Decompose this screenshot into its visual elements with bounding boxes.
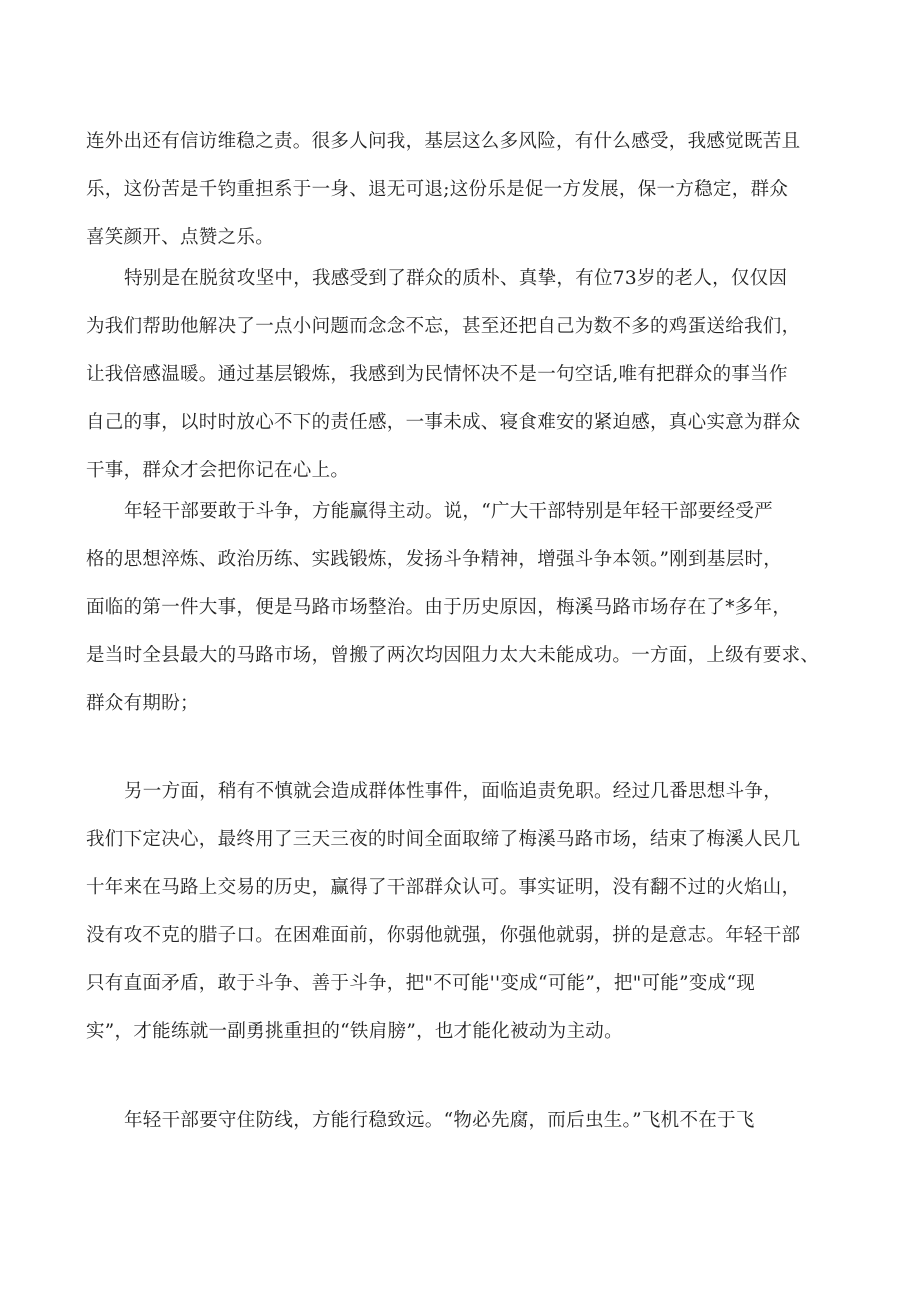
text-line: 年轻干部要守住防线，方能行稳致远。“物必先腐，而后虫生。”飞机不在于飞 [124, 1110, 755, 1131]
text-line: 乐，这份苦是千钧重担系于一身、退无可退;这份乐是促一方发展，保一方稳定，群众 [86, 179, 789, 200]
paragraph-2 [86, 255, 800, 495]
text-line: 实”，才能练就一副勇挑重担的“铁肩膀”，也才能化被动为主动。 [86, 1021, 623, 1042]
text-line: 是当时全县最大的马路市场，曾搬了两次均因阻力太大未能成功。一方面，上级有要求、 [86, 645, 820, 666]
text-line: 只有直面矛盾，敢于斗争、善于斗争，把"不可能''变成“可能”，把"可能”变成“现 [86, 973, 756, 994]
text-line: 干事，群众才会把你记在心上。 [86, 460, 350, 481]
text-line: 年轻干部要敢于斗争，方能赢得主动。说，“广大干部特别是年轻干部要经受严 [124, 501, 773, 522]
text-line: 我们下定决心，最终用了三天三夜的时间全面取缔了梅溪马路市场，结束了梅溪人民几 [86, 829, 801, 850]
text-line: 连外出还有信访维稳之责。很多人问我，基层这么多风险，有什么感受，我感觉既苦且 [86, 131, 801, 152]
text-line: 特别是在脱贫攻坚中，我感受到了群众的质朴、真挚，有位73岁的老人，仅仅因 [124, 268, 788, 289]
text-line: 没有攻不克的腊子口。在困难面前，你弱他就强，你强他就弱，拼的是意志。年轻干部 [86, 925, 801, 946]
text-line: 十年来在马路上交易的历史，赢得了干部群众认可。事实证明，没有翻不过的火焰山， [86, 877, 801, 898]
text-line: 面临的第一件大事，便是马路市场整治。由于历史原因，梅溪马路市场存在了*多年， [86, 597, 792, 618]
text-line: 另一方面，稍有不慎就会造成群体性事件，面临追责免职。经过几番思想斗争， [124, 781, 783, 802]
text-line: 为我们帮助他解决了一点小问题而念念不忘，甚至还把自己为数不多的鸡蛋送给我们， [86, 316, 801, 337]
paragraph-4 [86, 768, 800, 1056]
paragraph-5 [86, 1097, 755, 1145]
text-line: 群众有期盼； [86, 693, 199, 714]
text-line: 格的思想淬炼、政治历练、实践锻炼，发扬斗争精神，增强斗争本领。”刚到基层时， [86, 549, 783, 570]
text-line: 让我倍感温暖。通过基层锻炼，我感到为民情怀决不是一句空话,唯有把群众的事当作 [86, 364, 788, 385]
paragraph-3 [86, 488, 819, 728]
paragraph-1 [86, 118, 800, 262]
text-line: 喜笑颜开、点赞之乐。 [86, 227, 275, 248]
text-line: 自己的事，以时时放心不下的责任感，一事未成、寝食难安的紧迫感，真心实意为群众 [86, 412, 801, 433]
